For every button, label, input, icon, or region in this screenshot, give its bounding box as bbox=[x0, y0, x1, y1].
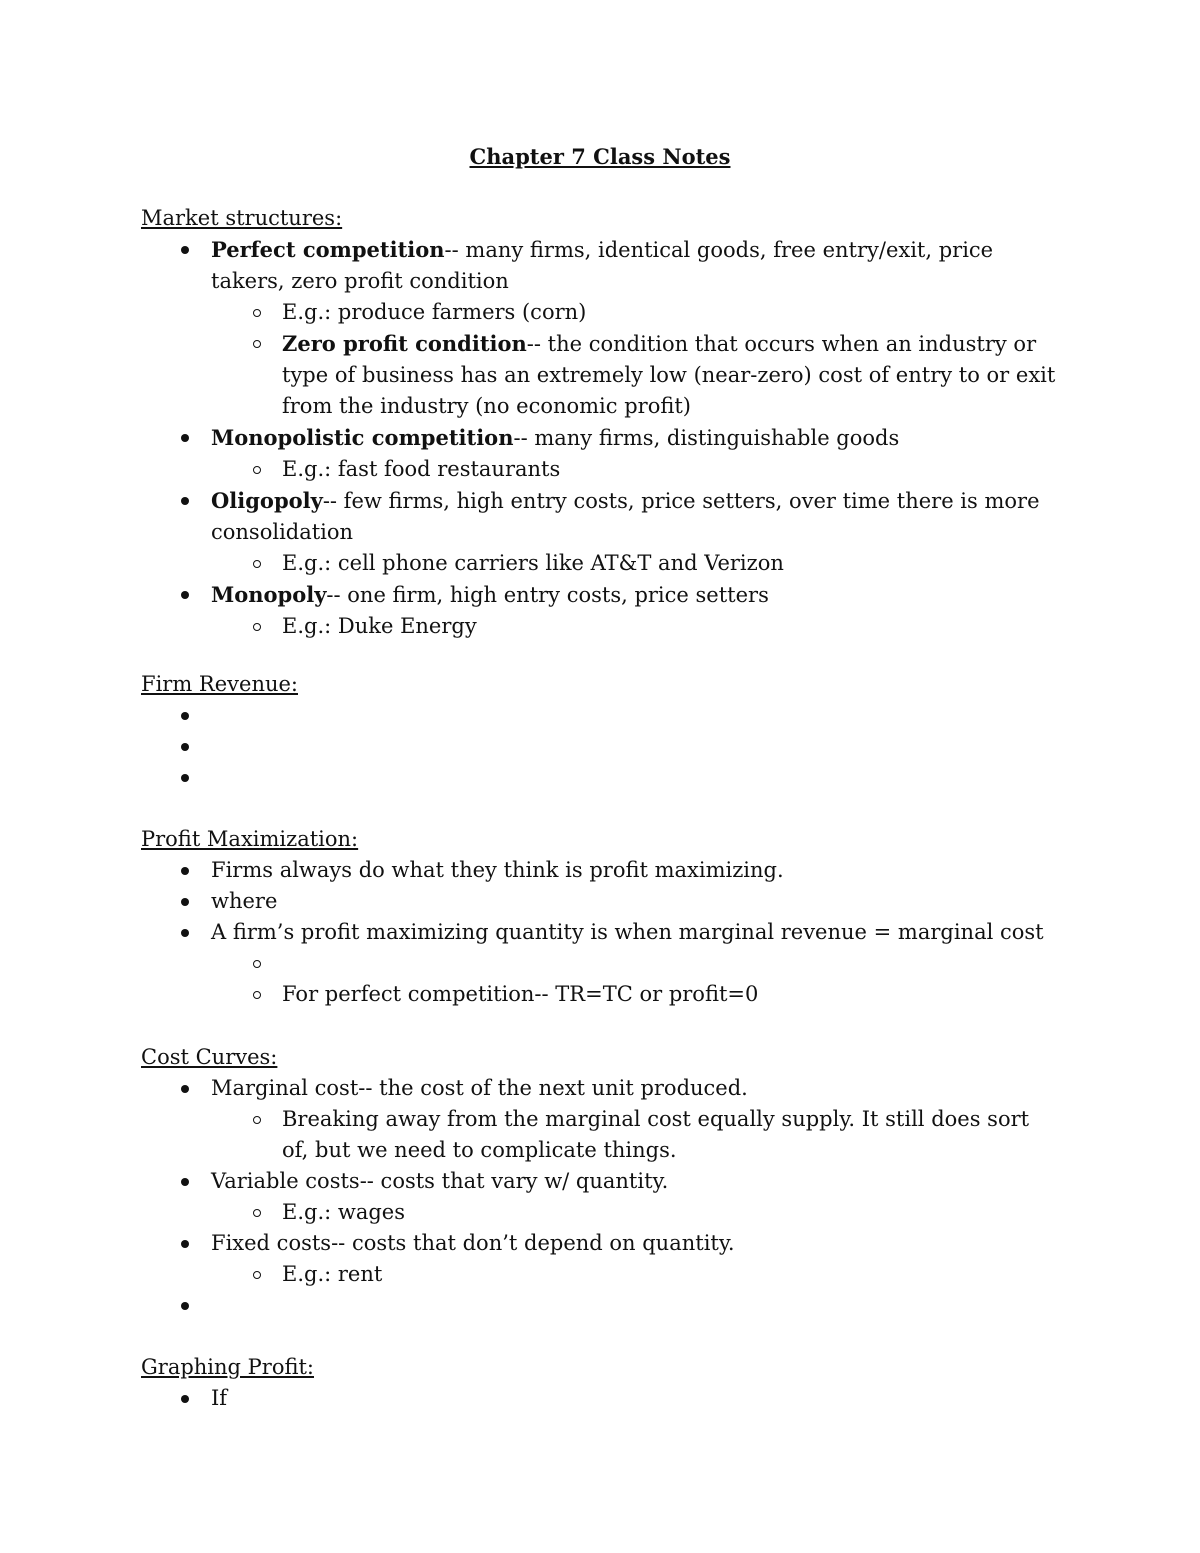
list-item bbox=[141, 422, 1061, 454]
definition-text: -- many firms, distinguishable goods bbox=[513, 426, 900, 450]
example-text: E.g.: produce farmers (corn) bbox=[282, 300, 587, 324]
list-item bbox=[141, 1166, 1061, 1197]
term-perfect-competition: Perfect competition bbox=[211, 237, 445, 262]
list-item bbox=[141, 1104, 1061, 1166]
example-text: E.g.: Duke Energy bbox=[282, 614, 477, 638]
list-item bbox=[141, 1259, 1061, 1290]
list-item bbox=[141, 917, 1061, 948]
bullet-icon bbox=[181, 497, 189, 505]
definition-text: -- many firms, identical goods, free entry/exit, price takers, zero profit condition bbox=[211, 238, 994, 293]
section-heading: Market structures: bbox=[141, 206, 343, 230]
bullet-icon bbox=[181, 774, 189, 782]
section-market-structures bbox=[141, 203, 1061, 642]
hollow-bullet-icon bbox=[253, 560, 261, 568]
list-item bbox=[141, 948, 1061, 979]
list-item-text: E.g.: wages bbox=[282, 1200, 406, 1224]
bullet-icon bbox=[181, 1085, 189, 1093]
list-item bbox=[141, 328, 1061, 422]
bullet-list bbox=[141, 700, 1061, 793]
hollow-bullet-icon bbox=[253, 960, 261, 968]
example-text: E.g.: fast food restaurants bbox=[282, 457, 561, 481]
bullet-icon bbox=[181, 867, 189, 875]
section-heading: Cost Curves: bbox=[141, 1045, 278, 1069]
list-item-text: E.g.: rent bbox=[282, 1262, 383, 1286]
bullet-icon bbox=[181, 434, 189, 442]
list-item bbox=[141, 454, 1061, 485]
list-item-text: Variable costs-- costs that vary w/ quantity. bbox=[211, 1169, 669, 1193]
bullet-icon bbox=[181, 591, 189, 599]
list-item-text: Breaking away from the marginal cost equally supply. It still does sort of, but we need to complicate things. bbox=[282, 1107, 1030, 1162]
term-zero-profit-condition: Zero profit condition bbox=[282, 331, 527, 356]
bullet-list bbox=[141, 1073, 1061, 1321]
list-item bbox=[141, 700, 1061, 731]
list-item bbox=[141, 979, 1061, 1010]
hollow-bullet-icon bbox=[253, 1209, 261, 1217]
term-monopolistic-competition: Monopolistic competition bbox=[211, 425, 514, 450]
list-item-text: For perfect competition-- TR=TC or profit=0 bbox=[282, 982, 759, 1006]
bullet-icon bbox=[181, 743, 189, 751]
section-heading: Profit Maximization: bbox=[141, 827, 359, 851]
section-heading: Graphing Profit: bbox=[141, 1355, 314, 1379]
bullet-icon bbox=[181, 712, 189, 720]
list-item bbox=[141, 1228, 1061, 1259]
section-firm-revenue bbox=[141, 669, 1061, 793]
section-graphing-profit bbox=[141, 1352, 1061, 1414]
list-item bbox=[141, 762, 1061, 793]
list-item bbox=[141, 1197, 1061, 1228]
hollow-bullet-icon bbox=[253, 466, 261, 474]
hollow-bullet-icon bbox=[253, 309, 261, 317]
list-item bbox=[141, 234, 1061, 297]
term-monopoly: Monopoly bbox=[211, 582, 327, 607]
section-profit-maximization bbox=[141, 824, 1061, 1010]
list-item bbox=[141, 548, 1061, 579]
hollow-bullet-icon bbox=[253, 991, 261, 999]
list-item bbox=[141, 297, 1061, 328]
bullet-icon bbox=[181, 1178, 189, 1186]
page-title: Chapter 7 Class Notes bbox=[469, 144, 731, 169]
hollow-bullet-icon bbox=[253, 1271, 261, 1279]
list-item bbox=[141, 1073, 1061, 1104]
hollow-bullet-icon bbox=[253, 623, 261, 631]
list-item bbox=[141, 1290, 1061, 1321]
list-item bbox=[141, 1383, 1061, 1414]
list-item-text: Firms always do what they think is profit maximizing. bbox=[211, 858, 784, 882]
bullet-icon bbox=[181, 1240, 189, 1248]
list-item bbox=[141, 485, 1061, 548]
definition-text: -- few firms, high entry costs, price setters, over time there is more consolidation bbox=[211, 489, 1040, 544]
list-item-text: Marginal cost-- the cost of the next unit produced. bbox=[211, 1076, 748, 1100]
bullet-icon bbox=[181, 1302, 189, 1310]
list-item-text: where bbox=[211, 889, 278, 913]
bullet-list bbox=[141, 1383, 1061, 1414]
list-item-text: Fixed costs-- costs that don’t depend on quantity. bbox=[211, 1231, 735, 1255]
term-oligopoly: Oligopoly bbox=[211, 488, 323, 513]
hollow-bullet-icon bbox=[253, 340, 261, 348]
section-heading: Firm Revenue: bbox=[141, 672, 298, 696]
example-text: E.g.: cell phone carriers like AT&T and Verizon bbox=[282, 551, 784, 575]
definition-text: -- one firm, high entry costs, price setters bbox=[326, 583, 769, 607]
bullet-icon bbox=[181, 929, 189, 937]
section-cost-curves bbox=[141, 1042, 1061, 1321]
list-item-text: A firm’s profit maximizing quantity is when marginal revenue = marginal cost bbox=[211, 920, 1044, 944]
bullet-list bbox=[141, 234, 1061, 642]
hollow-bullet-icon bbox=[253, 1116, 261, 1124]
definition-text: -- the condition that occurs when an industry or type of business has an extremely low (near-zero) cost of entry to or exit from the industry (no economic profit) bbox=[282, 332, 1056, 418]
list-item bbox=[141, 886, 1061, 917]
list-item bbox=[141, 731, 1061, 762]
bullet-icon bbox=[181, 246, 189, 254]
list-item bbox=[141, 579, 1061, 611]
bullet-list bbox=[141, 855, 1061, 1010]
bullet-icon bbox=[181, 1395, 189, 1403]
bullet-icon bbox=[181, 898, 189, 906]
list-item-text: If bbox=[211, 1386, 228, 1410]
list-item bbox=[141, 611, 1061, 642]
list-item bbox=[141, 855, 1061, 886]
